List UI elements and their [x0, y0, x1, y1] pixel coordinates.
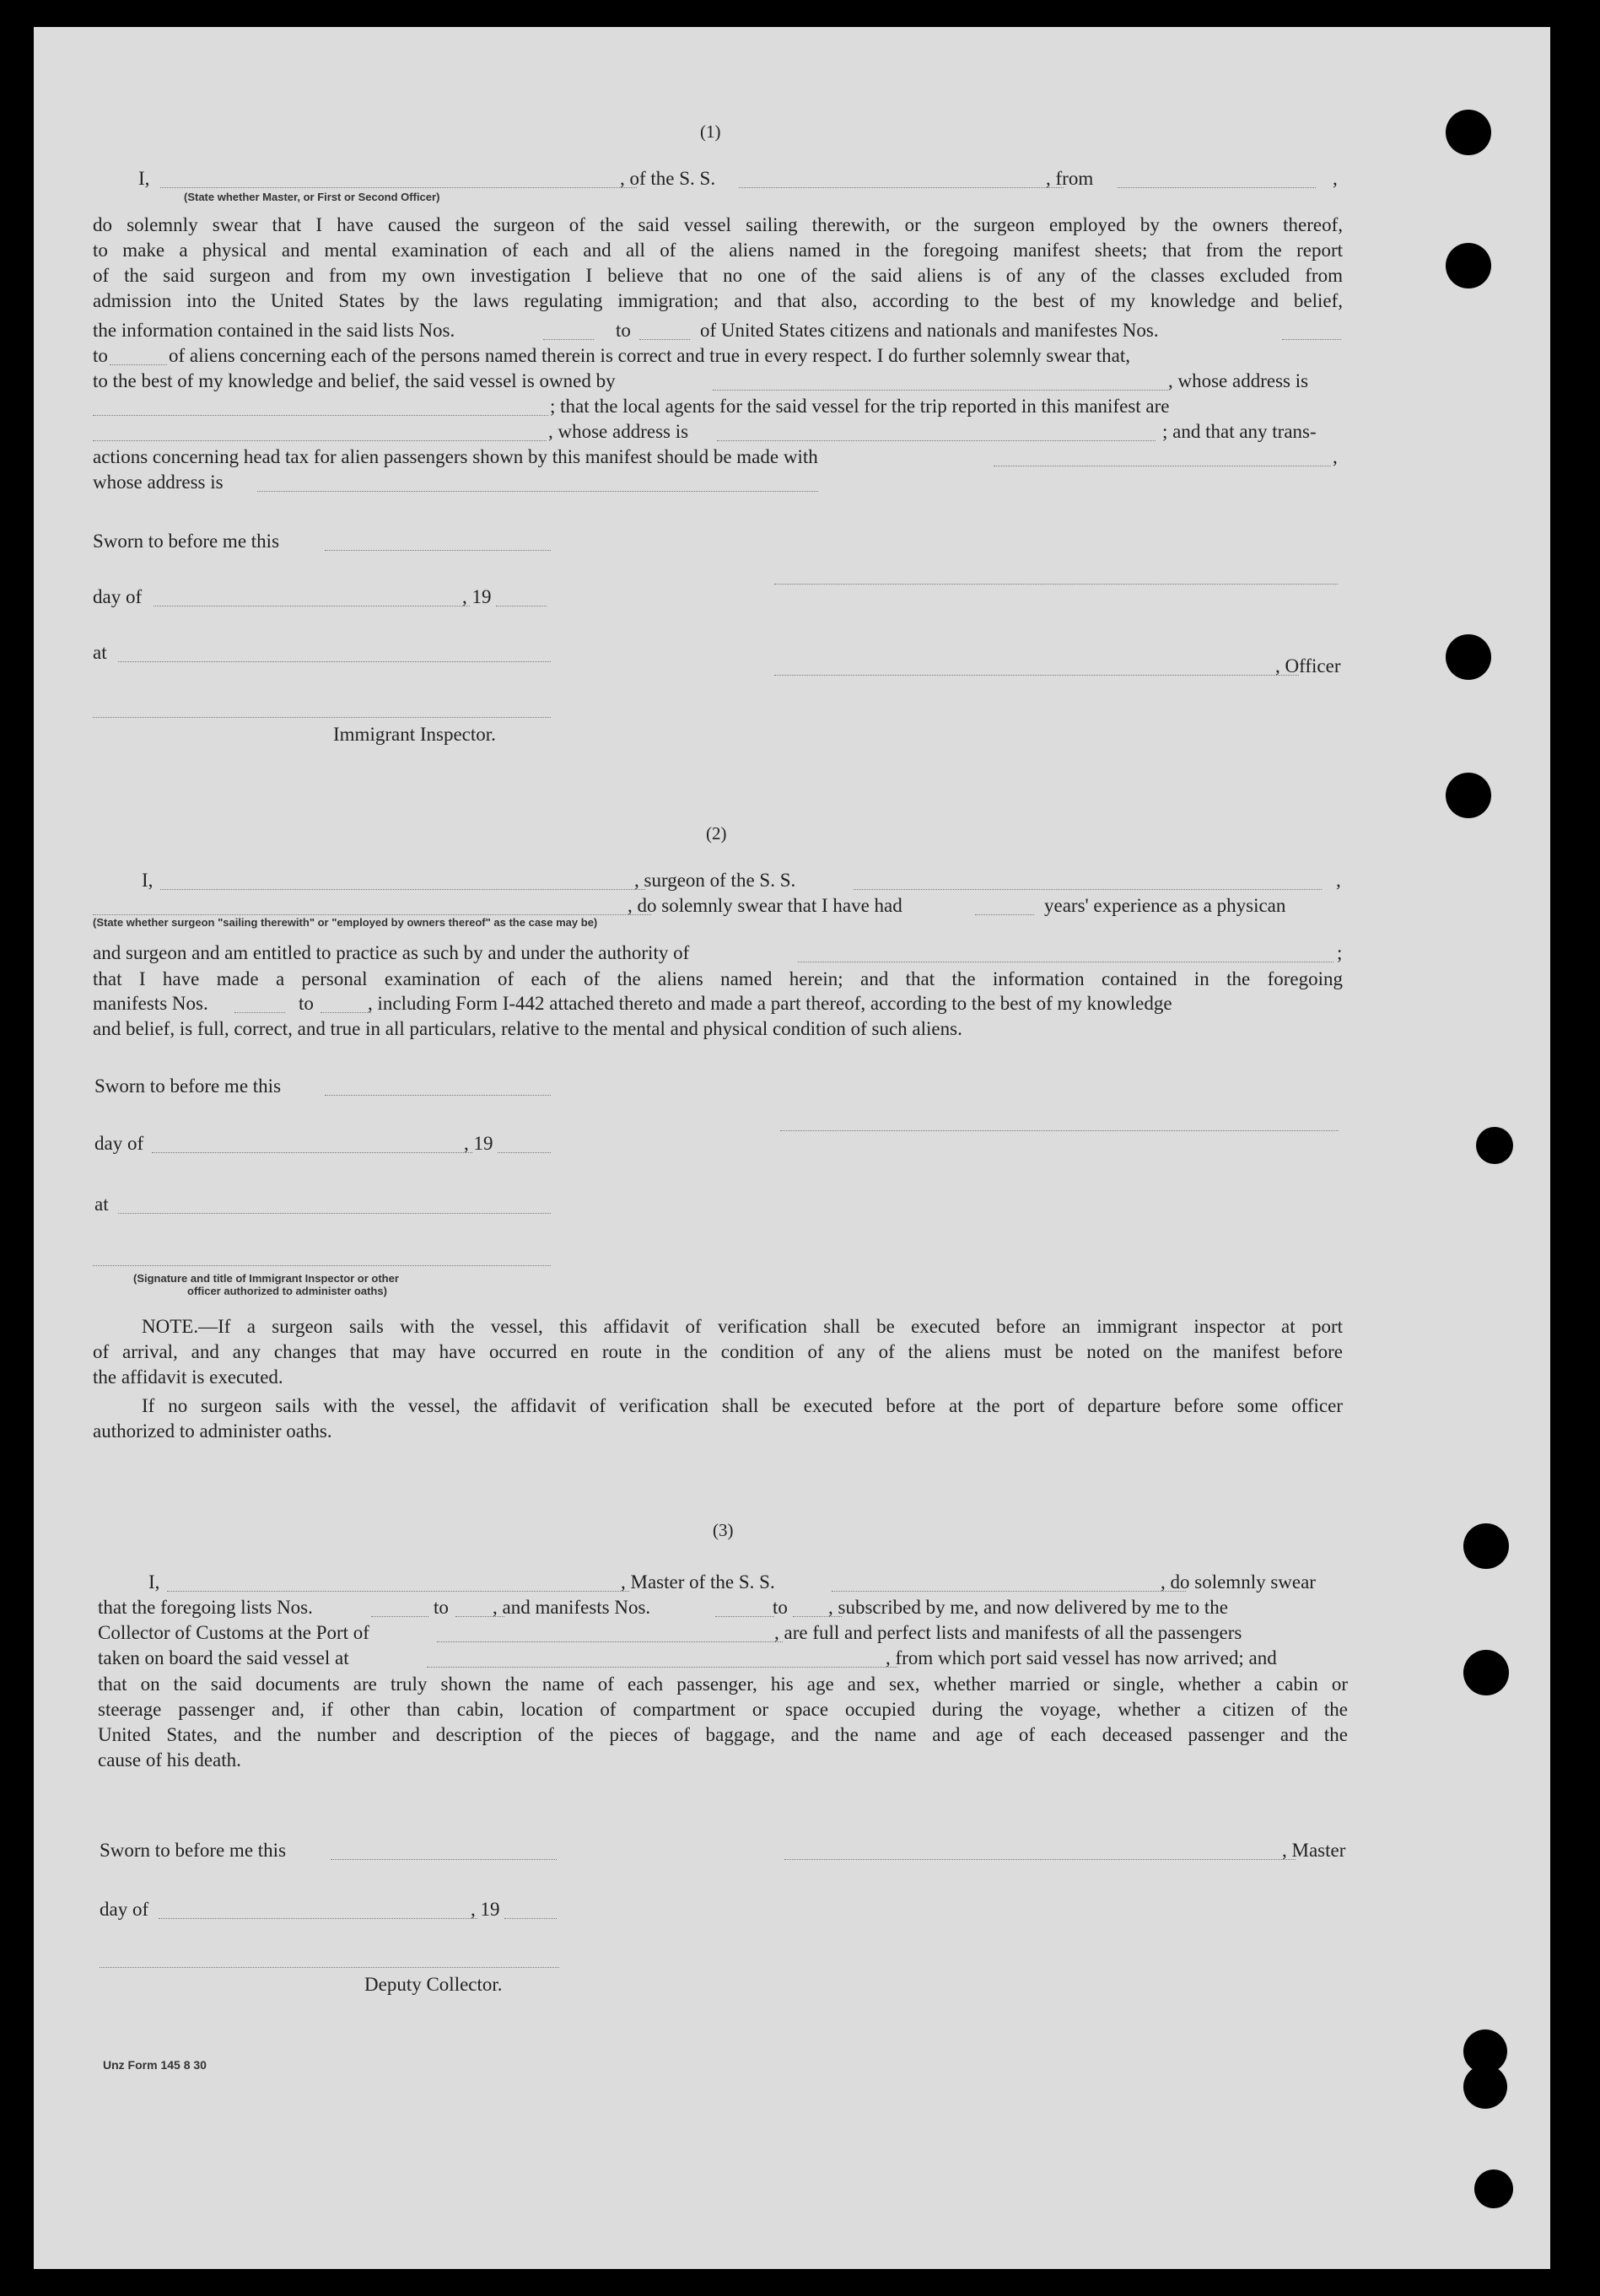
- blank-officer-signature[interactable]: [774, 675, 1299, 676]
- blank-surgeon-name[interactable]: [160, 889, 645, 890]
- inspector-signature-line[interactable]: [93, 717, 551, 718]
- paragraph-line: cause of his death.: [98, 1749, 241, 1771]
- blank-year[interactable]: [504, 1918, 557, 1919]
- text: , Officer: [1275, 655, 1341, 676]
- inspector-title: Immigrant Inspector.: [333, 724, 496, 745]
- text: whose address is: [93, 472, 224, 493]
- blank-from-port[interactable]: [1118, 187, 1316, 188]
- text: , 19: [471, 1899, 500, 1920]
- section-number: (1): [700, 121, 721, 142]
- blank-years[interactable]: [975, 914, 1034, 915]
- text: , of the S. S.: [620, 168, 716, 189]
- text: , from which port said vessel has now arrived; and: [886, 1647, 1277, 1668]
- text: Sworn to before me this: [93, 531, 280, 552]
- blank-vessel-name[interactable]: [832, 1591, 1186, 1592]
- text: day of: [94, 1133, 144, 1154]
- blank-manifest-to[interactable]: [110, 364, 167, 365]
- text: ,: [1333, 446, 1338, 467]
- text: , and manifests Nos.: [493, 1597, 651, 1618]
- text: the information contained in the said lists Nos.: [93, 320, 455, 341]
- note-paragraph: [93, 1314, 1343, 1390]
- blank-agents-address[interactable]: [717, 440, 1156, 441]
- caption-surgeon-status: (State whether surgeon "sailing therewith" or "employed by owners thereof" as the case may be): [93, 916, 598, 929]
- text: , including Form I-442 attached thereto and made a part thereof, according to the best of my knowledge: [368, 993, 1172, 1014]
- text: and surgeon and am entitled to practice as such by and under the authority of: [93, 942, 690, 963]
- text: manifests Nos.: [93, 993, 208, 1014]
- text: , surgeon of the S. S.: [634, 870, 796, 891]
- blank-list-from[interactable]: [371, 1616, 428, 1617]
- text: , are full and perfect lists and manifests of all the passengers: [774, 1622, 1242, 1643]
- blank-manifest-from[interactable]: [715, 1616, 774, 1617]
- section-number: (2): [706, 823, 727, 843]
- note-line: If no surgeon sails with the vessel, the affidavit of verification shall be executed before at the port of departure before some officer: [142, 1395, 1343, 1416]
- blank-vessel-owner[interactable]: [713, 390, 1168, 391]
- text: Sworn to before me this: [94, 1075, 282, 1097]
- text: day of: [93, 586, 143, 607]
- blank-year[interactable]: [498, 1152, 551, 1153]
- blank-owner-address[interactable]: [93, 415, 548, 416]
- punch-hole: [1446, 773, 1491, 818]
- caption-signature: officer authorized to administer oaths): [187, 1285, 387, 1297]
- text: of aliens concerning each of the persons named therein is correct and true in every respect. I do further solemnly swear that,: [169, 345, 1130, 366]
- blank-at-place[interactable]: [118, 661, 551, 662]
- blank-list-from[interactable]: [543, 339, 594, 340]
- text: at: [94, 1194, 109, 1215]
- text: Collector of Customs at the Port of: [98, 1622, 369, 1643]
- blank-list-to[interactable]: [639, 339, 690, 340]
- text: to: [773, 1597, 788, 1618]
- surgeon-paragraph: [93, 967, 1343, 992]
- text: , 19: [464, 1133, 493, 1154]
- deputy-title: Deputy Collector.: [364, 1974, 503, 1995]
- paragraph-line: steerage passenger and, if other than cabin, location of compartment or space occupied during the voyage, whether a citizen of the: [98, 1699, 1348, 1720]
- blank-vessel-name[interactable]: [739, 187, 1064, 188]
- text: , 19: [462, 586, 492, 607]
- text: I,: [138, 168, 150, 189]
- paragraph-line: that on the said documents are truly shown the name of each passenger, his age and sex, whether married or single, whether a cabin or: [98, 1673, 1348, 1695]
- deputy-signature-line[interactable]: [100, 1967, 559, 1968]
- caption-signature: (Signature and title of Immigrant Inspector or other: [133, 1272, 399, 1285]
- punch-hole: [1463, 2065, 1507, 2109]
- text: actions concerning head tax for alien passengers shown by this manifest should be made with: [93, 446, 818, 467]
- text: ; and that any trans-: [1162, 421, 1317, 442]
- section-number: (3): [713, 1520, 734, 1540]
- blank-sworn-date[interactable]: [331, 1859, 557, 1860]
- note-line: authorized to administer oaths.: [93, 1420, 332, 1442]
- text: , do solemnly swear: [1161, 1571, 1316, 1593]
- text: , Master: [1282, 1840, 1346, 1861]
- text: ; that the local agents for the said vessel for the trip reported in this manifest are: [550, 396, 1170, 417]
- text: to: [434, 1597, 449, 1618]
- blank-manifest-to[interactable]: [321, 1012, 371, 1013]
- text: to: [299, 993, 314, 1014]
- text: of United States citizens and nationals and manifestes Nos.: [700, 320, 1159, 341]
- punch-hole: [1446, 634, 1491, 680]
- master-paragraph: [98, 1672, 1348, 1773]
- caption-officer-rank: (State whether Master, or First or Second Officer): [184, 191, 440, 203]
- text: Sworn to before me this: [100, 1840, 287, 1861]
- text: ,: [1333, 168, 1338, 189]
- blank-master-name[interactable]: [167, 1591, 629, 1592]
- signature-line[interactable]: [780, 1130, 1339, 1131]
- text: I,: [148, 1571, 160, 1593]
- inspector-signature-line[interactable]: [93, 1265, 551, 1266]
- paragraph-line: admission into the United States by the laws regulating immigration; and that also, according to the best of my knowledge and belief,: [93, 290, 1343, 311]
- blank-manifest-from[interactable]: [234, 1012, 285, 1013]
- paragraph-line: of the said surgeon and from my own investigation I believe that no one of the said aliens is of any of the classes excluded from: [93, 265, 1343, 286]
- blank-day-month[interactable]: [159, 1918, 477, 1919]
- blank-officer-name[interactable]: [160, 187, 637, 188]
- text: to: [93, 345, 108, 366]
- punch-hole: [1446, 110, 1491, 155]
- text: ,: [1336, 870, 1341, 891]
- paragraph-line: to make a physical and mental examination of each and all of the aliens named in the foregoing manifest sheets; that from the report: [93, 240, 1343, 261]
- blank-day-month[interactable]: [152, 1152, 472, 1153]
- paragraph-line: United States, and the number and description of the pieces of baggage, and the name and age of each deceased passenger and the: [98, 1724, 1348, 1745]
- oath-paragraph: [93, 213, 1343, 314]
- text: to: [616, 320, 631, 341]
- note-line: NOTE.—If a surgeon sails with the vessel, this affidavit of verification shall be executed before an immigrant inspector at port: [142, 1316, 1343, 1337]
- blank-manifest-from[interactable]: [1282, 339, 1341, 340]
- text: ;: [1337, 942, 1343, 963]
- blank-origin-port[interactable]: [427, 1667, 897, 1668]
- text: at: [93, 642, 107, 663]
- text: years' experience as a physican: [1044, 895, 1286, 916]
- blank-vessel-name[interactable]: [854, 889, 1322, 890]
- punch-hole: [1463, 1650, 1509, 1695]
- blank-sworn-date[interactable]: [325, 1095, 551, 1096]
- text: , from: [1046, 168, 1094, 189]
- blank-at-place[interactable]: [118, 1213, 551, 1214]
- text: , whose address is: [548, 421, 689, 442]
- paragraph-line: do solemnly swear that I have caused the surgeon of the said vessel sailing therewith, or the surgeon employed by the owners thereof,: [93, 214, 1343, 235]
- text: taken on board the said vessel at: [98, 1647, 349, 1668]
- text: day of: [100, 1899, 149, 1920]
- blank-surgeon-status[interactable]: [93, 914, 651, 915]
- text: , whose address is: [1168, 370, 1309, 391]
- text: that the foregoing lists Nos.: [98, 1597, 313, 1618]
- form-page: [34, 27, 1550, 2269]
- punch-hole: [1463, 1523, 1509, 1569]
- punch-hole: [1476, 1127, 1513, 1164]
- signature-line[interactable]: [774, 584, 1338, 585]
- text: I,: [142, 870, 154, 891]
- text: , Master of the S. S.: [621, 1571, 775, 1593]
- text: to the best of my knowledge and belief, the said vessel is owned by: [93, 370, 616, 391]
- paragraph-line: that I have made a personal examination of each of the aliens named herein; and that the information contained in the foregoing: [93, 968, 1343, 989]
- note-line: of arrival, and any changes that may have occurred en route in the condition of any of the aliens must be noted on the manifest before: [93, 1341, 1343, 1362]
- blank-contact-address[interactable]: [257, 491, 818, 492]
- blank-sworn-date[interactable]: [325, 550, 551, 551]
- blank-local-agents[interactable]: [93, 440, 547, 441]
- form-number: Unz Form 145 8 30: [103, 2058, 207, 2072]
- blank-port[interactable]: [437, 1641, 783, 1642]
- text: , do solemnly swear that I have had: [628, 895, 902, 916]
- punch-hole: [1446, 243, 1491, 288]
- text: and belief, is full, correct, and true in all particulars, relative to the mental and physical condition of such aliens.: [93, 1018, 962, 1039]
- note-line: the affidavit is executed.: [93, 1366, 283, 1388]
- text: , subscribed by me, and now delivered by me to the: [828, 1597, 1228, 1618]
- note-paragraph: [93, 1393, 1343, 1444]
- punch-hole: [1474, 2169, 1513, 2208]
- blank-master-signature[interactable]: [784, 1859, 1296, 1860]
